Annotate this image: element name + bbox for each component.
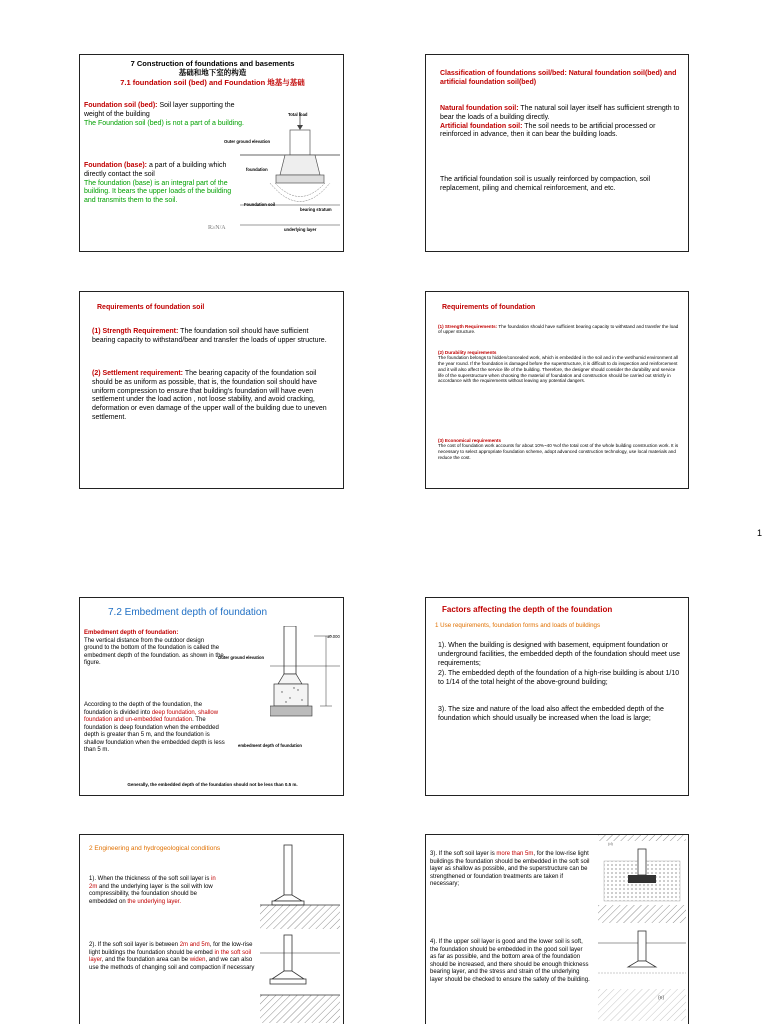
condition-3: 3). If the soft soil layer is more than 5m, for the low-rise light buildings the foundation should be embedded in the soft soil layer as shallow as possible, and the superstructure can be strengthened or foundation treatments are taken if necessary; xyxy=(430,851,590,887)
label-total-load: Total load xyxy=(288,112,308,117)
foundation-definition: Foundation (base): a part of a building which directly contact the soil The foundation (base) is an integral part of the building. It bears the upper loads of the building and transmits them to the soil. xyxy=(84,162,232,204)
soft-soil-figure-d xyxy=(598,835,686,927)
soil-layer-figure-top xyxy=(260,843,340,933)
slide-title: Requirements of foundation xyxy=(442,304,536,311)
slide-subtitle: 1 Use requirements, foundation forms and loads of buildings xyxy=(435,622,601,629)
artificial-note: The artificial foundation soil is usually reinforced by compaction, soil replacement, piling and chemical reinforcement, and etc. xyxy=(440,176,651,192)
settlement-requirement: (2) Settlement requirement: The bearing capacity of the foundation soil should be as uniform as possible, that is, the foundation soil should have uniform compression to ensure that building's foundation will have even settlement under the load action , not loose stability, and avoid cracking, deformation or even damage of the upper wall of the building due to uneven settlement. xyxy=(92,370,327,421)
slide-title: Requirements of foundation soil xyxy=(97,304,205,311)
soil-definition: Foundation soil (bed): Soil layer supporting the weight of the building The Foundation soil (bed) is not a part of a building. xyxy=(84,102,244,127)
natural-soil: Natural foundation soil: The natural soil layer itself has sufficient strength to bear the loads of a building directly. Artificial foundation soil: The soil needs to be artificial processed or reinforced in advance, then it can bear the building loads. xyxy=(440,105,680,139)
slide-foundation-requirements xyxy=(425,291,689,489)
figure-label-d: (d) xyxy=(608,841,613,846)
label-bearing-stratum: bearing stratum xyxy=(300,207,332,212)
economical-requirements: (3) Economical requirements The cost of foundation work accounts for about 10%~40 %of the total cost of the whole building construction work. It is necessary to select appropriate foundation scheme, adopt advanced construction technology, use local materials and reduce the cost. xyxy=(438,437,679,460)
slide-title: Classification of foundations soil/bed: Natural foundation soil(bed) and artificial foundation soil(bed) xyxy=(440,70,677,86)
label-foundation: foundation xyxy=(246,167,268,172)
factor-2: 2). The embedded depth of the foundation of a high-rise building is about 1/10 to 1/14 of the total height of the above-ground building; xyxy=(438,670,680,686)
condition-4: 4). If the upper soil layer is good and the lower soil is soft, the foundation should be embedded in the good soil layer as far as possible, and the bottom area of the foundation should be increased, and there should be enough thickness bearing layer, and the stress and strain of the underlying layer should be checked to ensure the safety of the building. xyxy=(430,939,590,983)
slide-title: Factors affecting the depth of the foundation xyxy=(442,605,613,614)
slide-title: 7 Construction of foundations and basements 基础和地下室的构造 7.1 foundation soil (bed) and Foundation 地基与基础 xyxy=(120,59,305,87)
label-outer-ground: Outer ground elevation xyxy=(218,655,265,660)
figure-label-e: (e) xyxy=(658,995,665,1001)
embedment-figure xyxy=(270,626,340,736)
slide-foundation-soil xyxy=(79,54,344,252)
depth-note: Generally, the embedded depth of the foundation should not be less than 0.5 m. xyxy=(127,782,298,787)
soil-layer-figure-bottom xyxy=(260,933,340,1024)
embedment-definition: Embedment depth of foundation: The vertical distance from the outdoor design ground to the bottom of the foundation is called the embedment depth of the foundation. as shown in the figure. xyxy=(84,630,224,666)
formula: R≥N/A xyxy=(208,225,226,231)
label-outer-ground: Outer ground elevation xyxy=(224,139,271,144)
factor-1: 1). When the building is designed with basement, equipment foundation or underground facilities, the embedded depth of the foundation should meet use requirements; xyxy=(438,642,681,667)
soft-soil-figure-e xyxy=(598,927,686,1024)
slide-depth-factors xyxy=(425,597,689,796)
slide-title: 2 Engineering and hydrogeological conditions xyxy=(89,845,221,852)
condition-2: 2). If the soft soil layer is between 2m and 5m, for the low-rise light buildings the foundation should be embed in the soft soil layer, and the foundation area can be widen, and we can also use the methods of changing soil and compaction if necessary xyxy=(89,942,255,971)
factor-3: 3). The size and nature of the load also affect the embedded depth of the foundation which should usually be increased when the load is large; xyxy=(438,706,664,722)
slide-classification xyxy=(425,54,689,252)
label-underlying-layer: underlying layer xyxy=(284,227,317,232)
strength-requirement: (1) Strength Requirement: The foundation soil should have sufficient bearing capacity to withstand/bear and transfer the loads of upper structure. xyxy=(92,328,327,344)
foundation-types: According to the depth of the foundation, the foundation is divided into deep foundation, shallow foundation and un-embedded foundation. The foundation is deep foundation when the embedded depth is greater than 5 m, and the foundation is shallow foundation when the embedded depth is less than 5 m. xyxy=(84,702,225,753)
label-embedment-depth: embedment depth of foundation xyxy=(238,743,302,748)
slide-soft-soil xyxy=(425,834,689,1024)
slide-soil-requirements xyxy=(79,291,344,489)
slide-embedment-depth xyxy=(79,597,344,796)
strength-requirements: (1) Strength Requirements: The foundation should have sufficient bearing capacity to withstand and transfer the load of upper structure. xyxy=(438,323,679,335)
slide-engineering-conditions xyxy=(79,834,344,1024)
slide-title: 7.2 Embedment depth of foundation xyxy=(108,607,268,618)
page-number: 1 xyxy=(756,528,762,538)
foundation-figure xyxy=(240,110,340,235)
condition-1: 1). When the thickness of the soft soil layer is in 2m and the underlying layer is the soil with low compressibility, the foundation should be embedded on the underlying layer. xyxy=(89,876,216,905)
label-foundation-soil: Foundation soil xyxy=(244,202,276,207)
durability-requirements: (2) Durability requirements The foundation belongs to hidden/concealed work, which is embedded in the soil and in the wet/humid environment all the year round. If the foundation is damaged before the superstructure, it is difficult to do inspection and reinforcement and it will also affect the service life of the building. Therefore, the designer should consider the durability and service life of the superstructure when choosing the material of foundation and construction should be carried out strictly in accordance with the requirements without leaving any potential dangers. xyxy=(438,349,679,384)
label-zero-level: ±0.000 xyxy=(327,634,340,639)
